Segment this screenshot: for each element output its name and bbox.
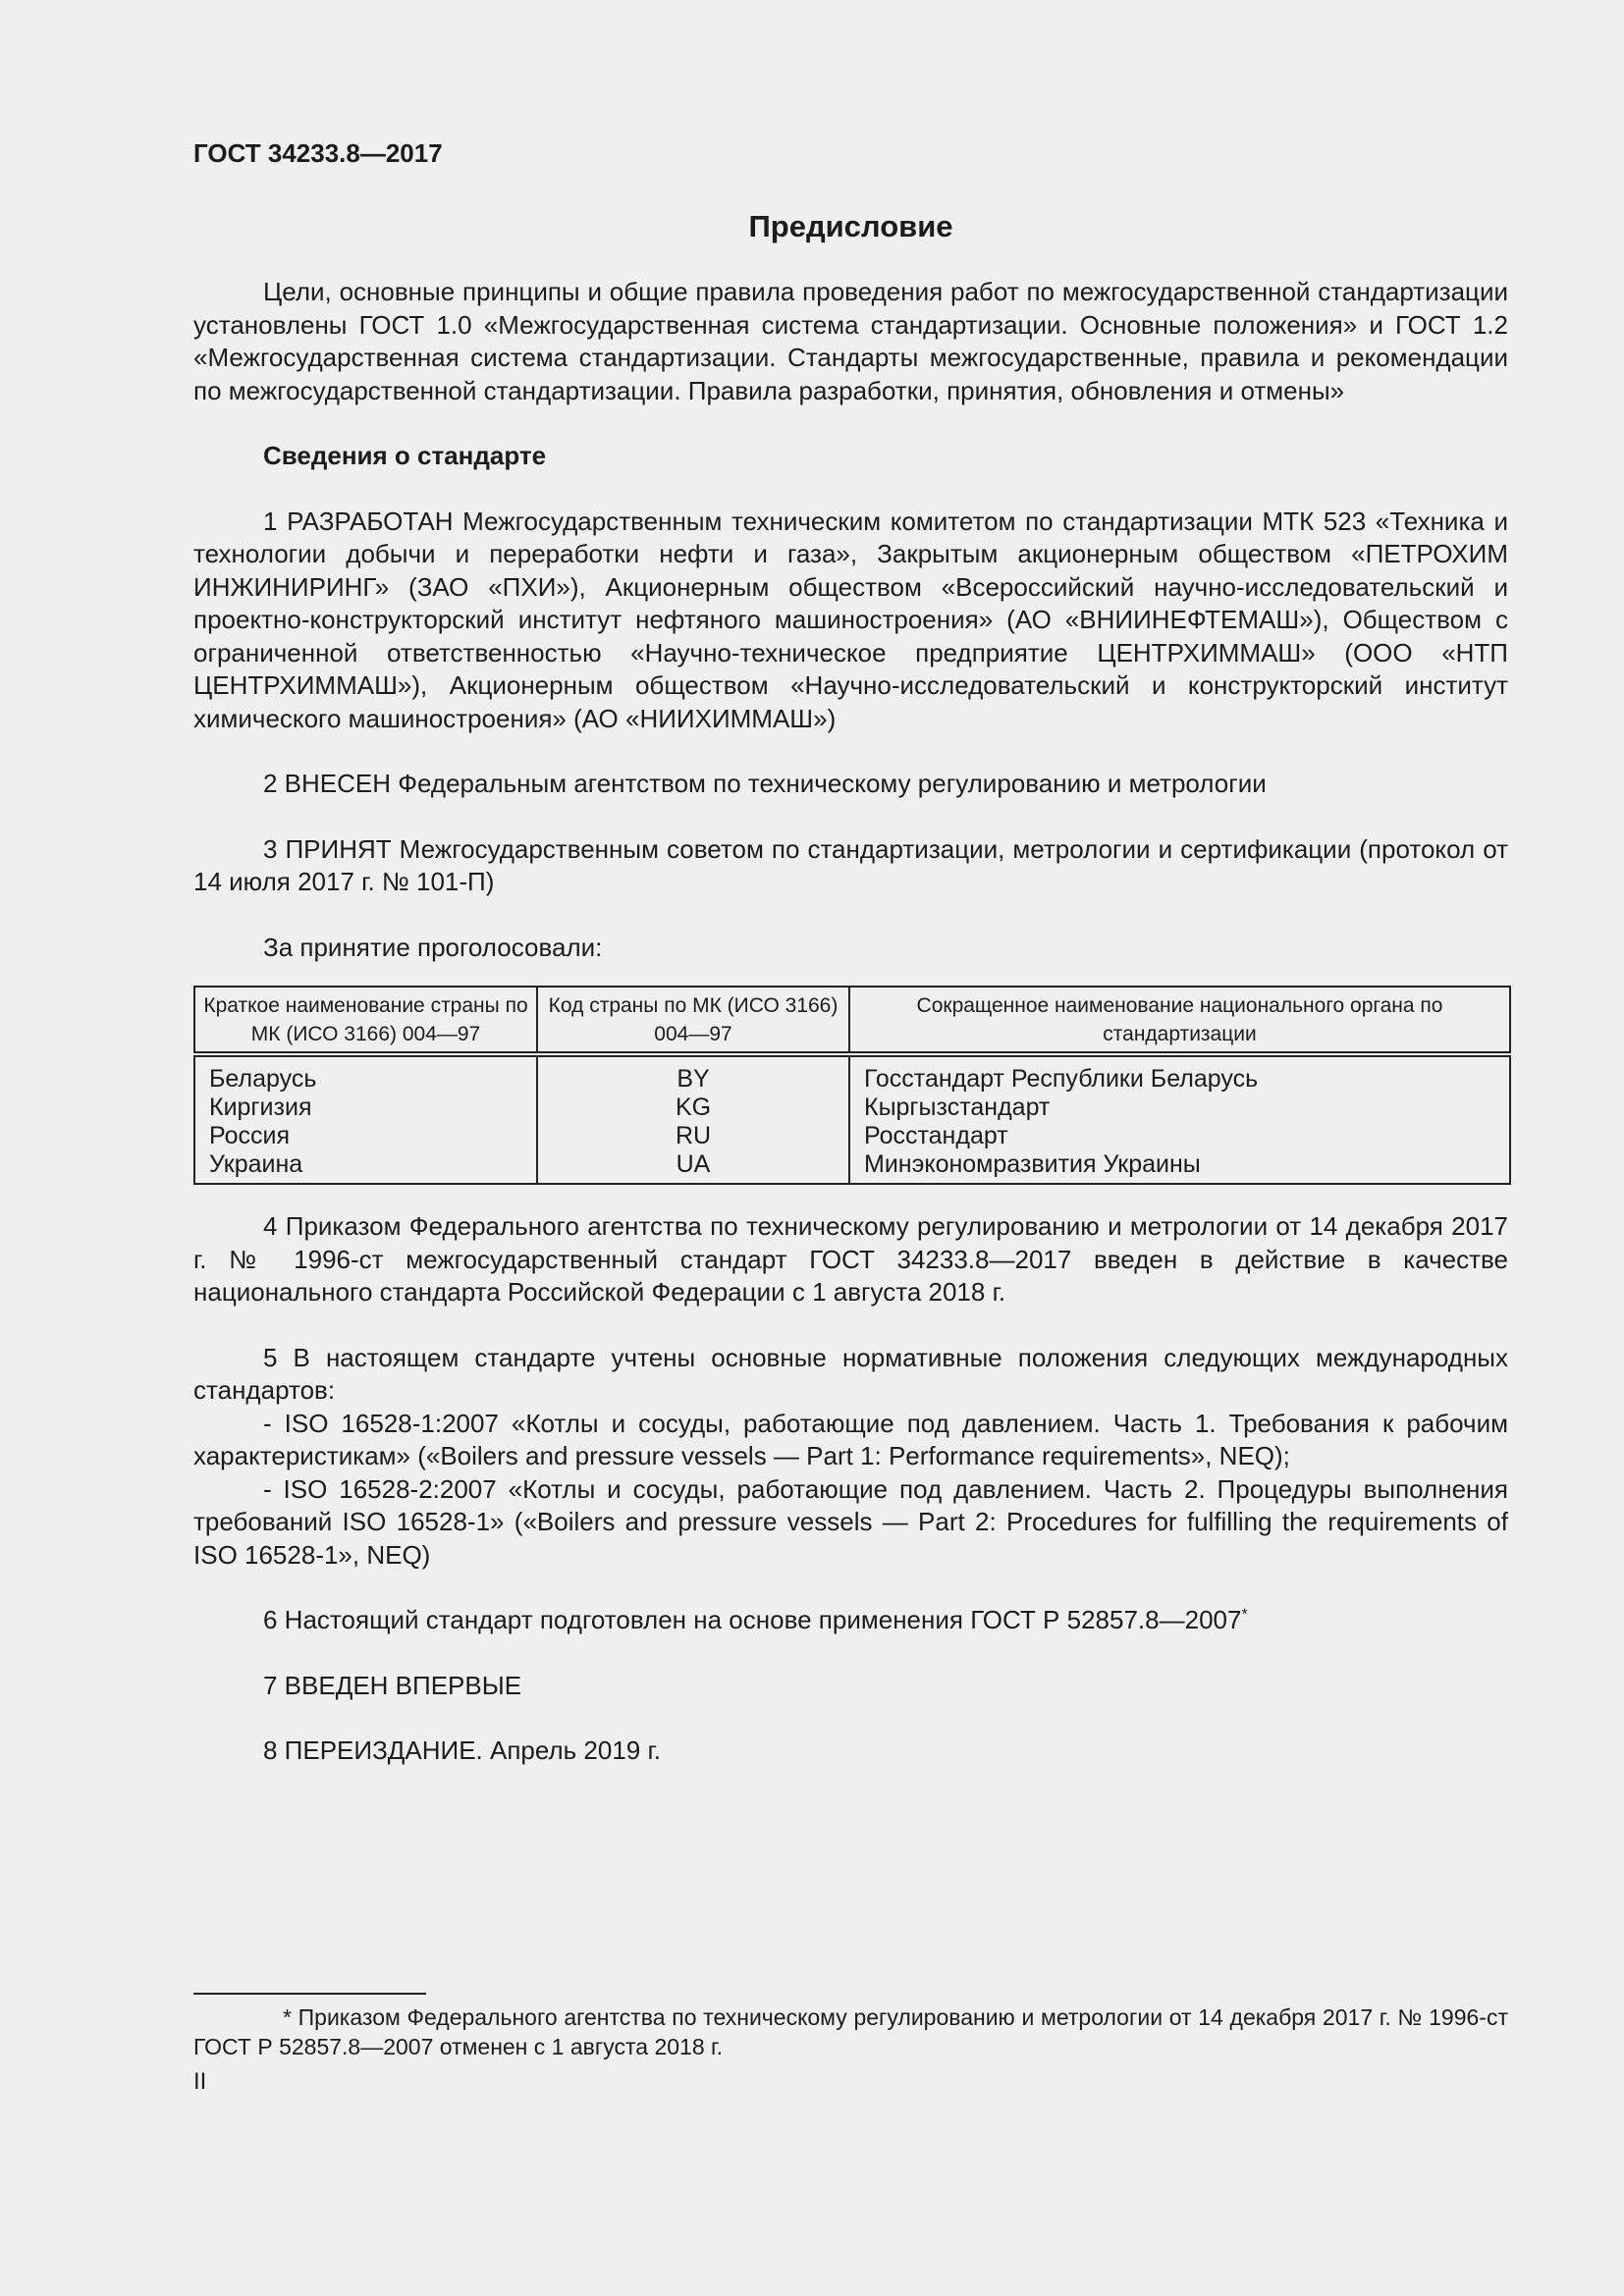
country-column [194,1054,537,1184]
table-row [194,1054,1510,1184]
footnote-divider [193,1993,426,1995]
country-cell: Киргизия [209,1094,312,1121]
body-cell: Минэкономразвития Украины [864,1150,1201,1178]
item-2: 2 ВНЕСЕН Федеральным агентством по техническому регулированию и метрологии [263,769,1267,798]
votes-intro: За принятие проголосовали: [263,932,603,962]
code-cell: RU [675,1122,712,1149]
page-title: Предисловие [748,208,953,243]
body-cell: Госстандарт Республики Беларусь [864,1065,1259,1093]
document-code: ГОСТ 34233.8—2017 [193,138,443,168]
item-6-text: 6 Настоящий стандарт подготовлен на основе применения ГОСТ Р 52857.8—2007 [263,1605,1242,1634]
page-number: II [193,2068,207,2095]
item-3: 3 ПРИНЯТ Межгосударственным советом по стандартизации, метрологии и сертификации (протокол от 14 июля 2017 г. № 101-П) [193,833,1508,896]
country-cell: Беларусь [209,1065,317,1093]
code-cell: KG [675,1094,712,1121]
table-header-code: Код страны по МК (ИСО 3166) 004—97 [537,987,849,1054]
body-cell: Росстандарт [864,1122,1008,1149]
body-column [849,1054,1510,1184]
item-7: 7 ВВЕДЕН ВПЕРВЫЕ [263,1670,522,1700]
item-4: 4 Приказом Федерального агентства по техническому регулированию и метрологии от 14 декабря 2017 г. № 1996-ст межгосударственный стандарт ГОСТ 34233.8—2017 введен в действие в качестве национального стандарта Российской Федерации с 1 августа 2018 г. [193,1211,1508,1307]
intro-paragraph: Цели, основные принципы и общие правила проведения работ по межгосударственной стандартизации установлены ГОСТ 1.0 «Межгосударственная система стандартизации. Основные положения» и ГОСТ 1.2 «Межгосударственная система стандартизации. Стандарты межгосударственные, правила и рекомендации по межгосударственной стандартизации. Правила разработки, принятия, обновления и отмены» [193,277,1508,405]
item-5-standard-1: - ISO 16528-1:2007 «Котлы и сосуды, работающие под давлением. Часть 1. Требования к рабочим характеристикам» («Boilers and pressure vessels — Part 1: Performance requirements», NEQ); [193,1408,1508,1470]
footnote-mark: * [1241,1606,1248,1624]
body-cell: Кыргызстандарт [864,1094,1051,1121]
country-cell: Украина [209,1150,303,1178]
table-header-country: Краткое наименование страны по МК (ИСО 3166) 004—97 [194,987,537,1054]
code-cell: BY [677,1065,710,1093]
code-cell: UA [676,1150,711,1178]
code-column [537,1054,849,1184]
footnote-text: * Приказом Федерального агентства по техническому регулированию и метрологии от 14 декабря 2017 г. № 1996-ст ГОСТ Р 52857.8—2007 отменен с 1 августа 2018 г. [193,2004,1508,2059]
item-5-standard-2: - ISO 16528-2:2007 «Котлы и сосуды, работающие под давлением. Часть 2. Процедуры выполнения требований ISO 16528-1» («Boilers and pressure vessels — Part 2: Procedures for fulfilling the requirements of ISO 16528-1», NEQ) [193,1473,1508,1570]
document-page [193,137,1508,1768]
item-8: 8 ПЕРЕИЗДАНИЕ. Апрель 2019 г. [263,1735,662,1765]
country-cell: Россия [209,1122,290,1149]
section-heading: Сведения о стандарте [263,441,547,470]
table-header-row [194,987,1510,1054]
footnote [193,2002,1508,2061]
table-header-body: Сокращенное наименование национального органа по стандартизации [849,987,1510,1054]
item-1: 1 РАЗРАБОТАН Межгосударственным техническим комитетом по стандартизации МТК 523 «Техника и технологии добычи и переработки нефти и газа», Закрытым акционерным обществом «ПЕТРОХИМ ИНЖИНИРИНГ» (ЗАО «ПХИ»), Акционерным обществом «Всероссийский научно-исследовательский и проектно-конструкторский институт нефтяного машиностроения» (АО «ВНИИНЕФТЕМАШ»), Обществом с ограниченной ответственностью «Научно-техническое предприятие ЦЕНТРХИММАШ» (ООО «НТП ЦЕНТРХИММАШ»), Акционерным обществом «Научно-исследовательский и конструкторский институт химического машиностроения» (АО «НИИХИММАШ») [193,506,1508,733]
votes-table [193,986,1511,1185]
item-5: 5 В настоящем стандарте учтены основные нормативные положения следующих международных стандартов: [193,1342,1508,1405]
item-6 [193,1604,1508,1637]
